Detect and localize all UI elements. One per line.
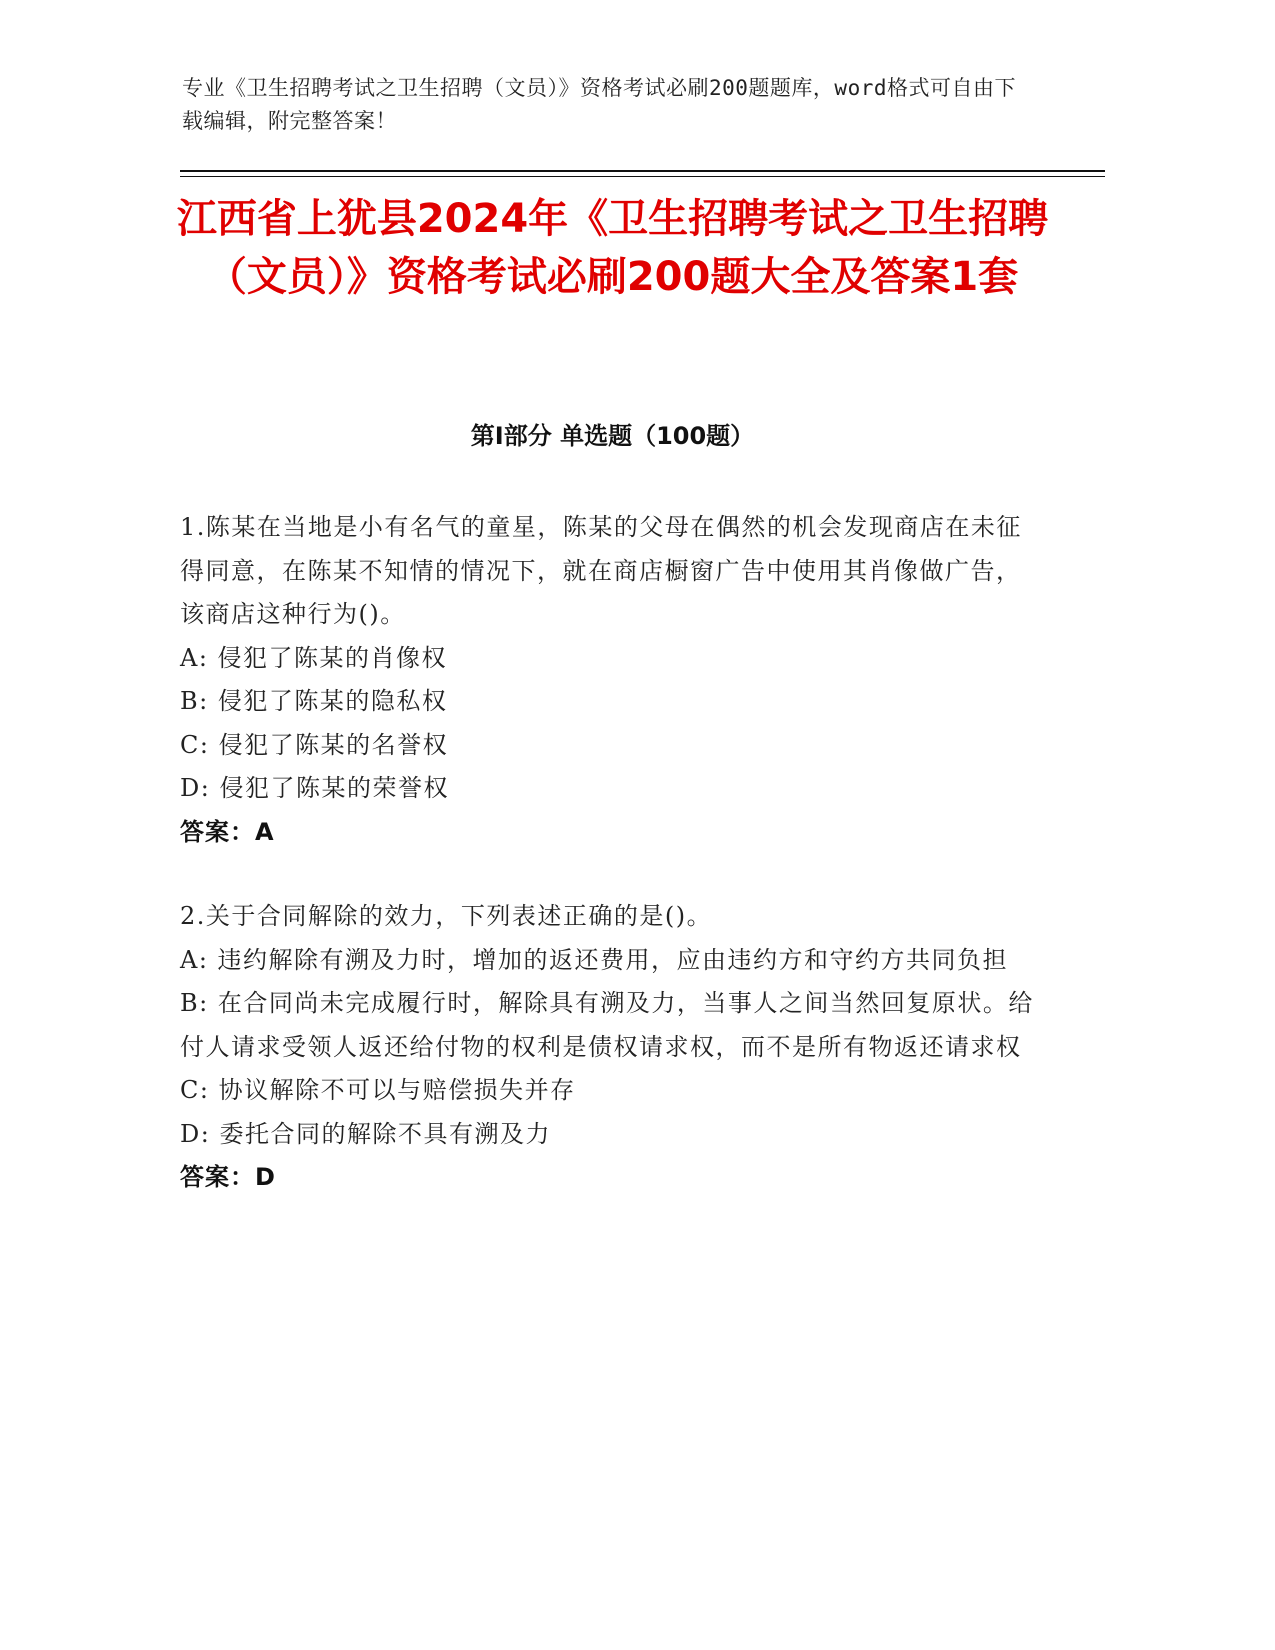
document-title: 江西省上犹县2024年《卫生招聘考试之卫生招聘（文员）》资格考试必刷200题大全及答案1套: [176, 196, 1049, 300]
answer: 答案：D: [180, 1163, 276, 1191]
option-d: D: 委托合同的解除不具有溯及力: [180, 1119, 551, 1148]
header-note: 专业《卫生招聘考试之卫生招聘（文员）》资格考试必刷200题题库，word格式可自由下载编辑，附完整答案！: [182, 76, 1016, 133]
section-heading: 第Ⅰ部分 单选题（100题）: [470, 422, 755, 450]
option-a: A: 违约解除有溯及力时，增加的返还费用，应由违约方和守约方共同负担: [180, 945, 1009, 974]
option-c: C: 侵犯了陈某的名誉权: [180, 730, 449, 759]
option-b: B: 在合同尚未完成履行时，解除具有溯及力，当事人之间当然回复原状。给付人请求受领人返还给付物的权利是债权请求权，而不是所有物返还请求权: [180, 989, 1034, 1061]
header-divider: [180, 170, 1105, 172]
question-1: [180, 506, 1040, 854]
answer: 答案：A: [180, 817, 275, 846]
option-d: D: 侵犯了陈某的荣誉权: [180, 774, 449, 802]
option-a: A: 侵犯了陈某的肖像权: [180, 643, 448, 672]
question-stem: 1.陈某在当地是小有名气的童星，陈某的父母在偶然的机会发现商店在未征得同意，在陈某不知情的情况下，就在商店橱窗广告中使用其肖像做广告，该商店这种行为()。: [180, 513, 1022, 628]
header-divider-thin: [180, 176, 1105, 177]
option-b: B: 侵犯了陈某的隐私权: [180, 687, 448, 715]
question-stem: 2.关于合同解除的效力，下列表述正确的是()。: [180, 902, 713, 930]
option-c: C: 协议解除不可以与赔偿损失并存: [180, 1076, 576, 1104]
question-2: [180, 895, 1040, 1200]
